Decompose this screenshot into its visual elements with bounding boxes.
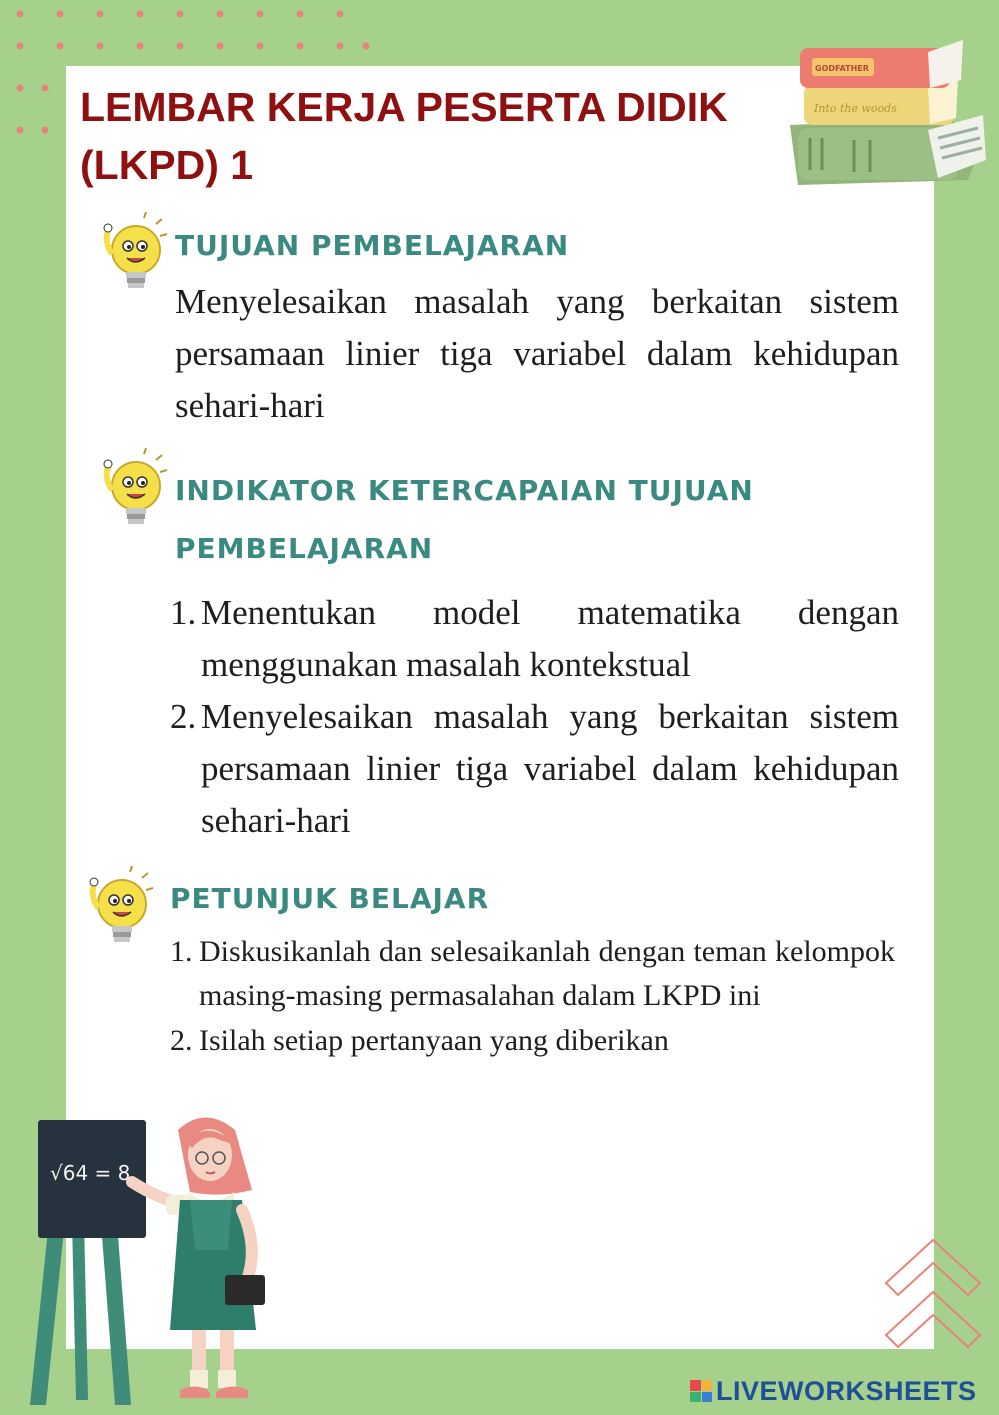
svg-text:GODFATHER: GODFATHER [815, 64, 869, 73]
list-item [170, 1019, 895, 1063]
heading-tujuan-text: TUJUAN PEMBELAJARAN [175, 229, 570, 262]
liveworksheets-brand [690, 1372, 977, 1410]
liveworksheets-logo-icon [690, 1380, 712, 1402]
list-item-text: Diskusikanlah dan selesaikanlah dengan teman kelompok masing-masing permasalahan dalam LKPD ini [199, 935, 895, 1012]
list-item [170, 587, 899, 691]
list-item-text: Isilah setiap pertanyaan yang diberikan [199, 1024, 669, 1057]
list-item-number: 1. [170, 935, 193, 968]
chalkboard-equation: √64 = 8 [50, 1161, 131, 1185]
heading-petunjuk-text: PETUNJUK BELAJAR [170, 882, 490, 915]
lightbulb-mascot-icon [100, 448, 168, 536]
tujuan-text: Menyelesaikan masalah yang berkaitan sistem persamaan linier tiga variabel dalam kehidupan sehari-hari [175, 282, 899, 425]
list-item [170, 930, 895, 1018]
heading-tujuan [175, 224, 569, 268]
lightbulb-mascot-icon [100, 212, 168, 300]
brand-name: LIVEWORKSHEETS [716, 1375, 977, 1406]
heading-indikator-line-1: INDIKATOR KETERCAPAIAN TUJUAN [175, 474, 754, 507]
worksheet-title [80, 78, 800, 194]
list-item-number: 2. [170, 1024, 193, 1057]
list-item-number: 2. [170, 697, 197, 736]
indikator-list [170, 587, 899, 847]
list-item [170, 691, 899, 847]
chevron-up-icon [878, 1235, 988, 1375]
heading-petunjuk [170, 876, 489, 922]
title-line-2: (LKPD) 1 [80, 142, 254, 188]
heading-indikator-line-2: PEMBELAJARAN [175, 532, 434, 565]
girl-teacher-illustration [20, 1100, 310, 1410]
list-item-text: Menyelesaikan masalah yang berkaitan sistem persamaan linier tiga variabel dalam kehidupan sehari-hari [201, 697, 899, 840]
svg-text:Into the woods: Into the woods [814, 102, 897, 115]
list-item-number: 1. [170, 593, 197, 632]
book-stack-icon [778, 20, 990, 190]
title-line-1: LEMBAR KERJA PESERTA DIDIK [80, 84, 728, 130]
list-item-text: Menentukan model matematika dengan menggunakan masalah kontekstual [201, 593, 899, 684]
lightbulb-mascot-icon [86, 866, 154, 954]
petunjuk-list [170, 930, 895, 1064]
heading-indikator [175, 462, 754, 578]
